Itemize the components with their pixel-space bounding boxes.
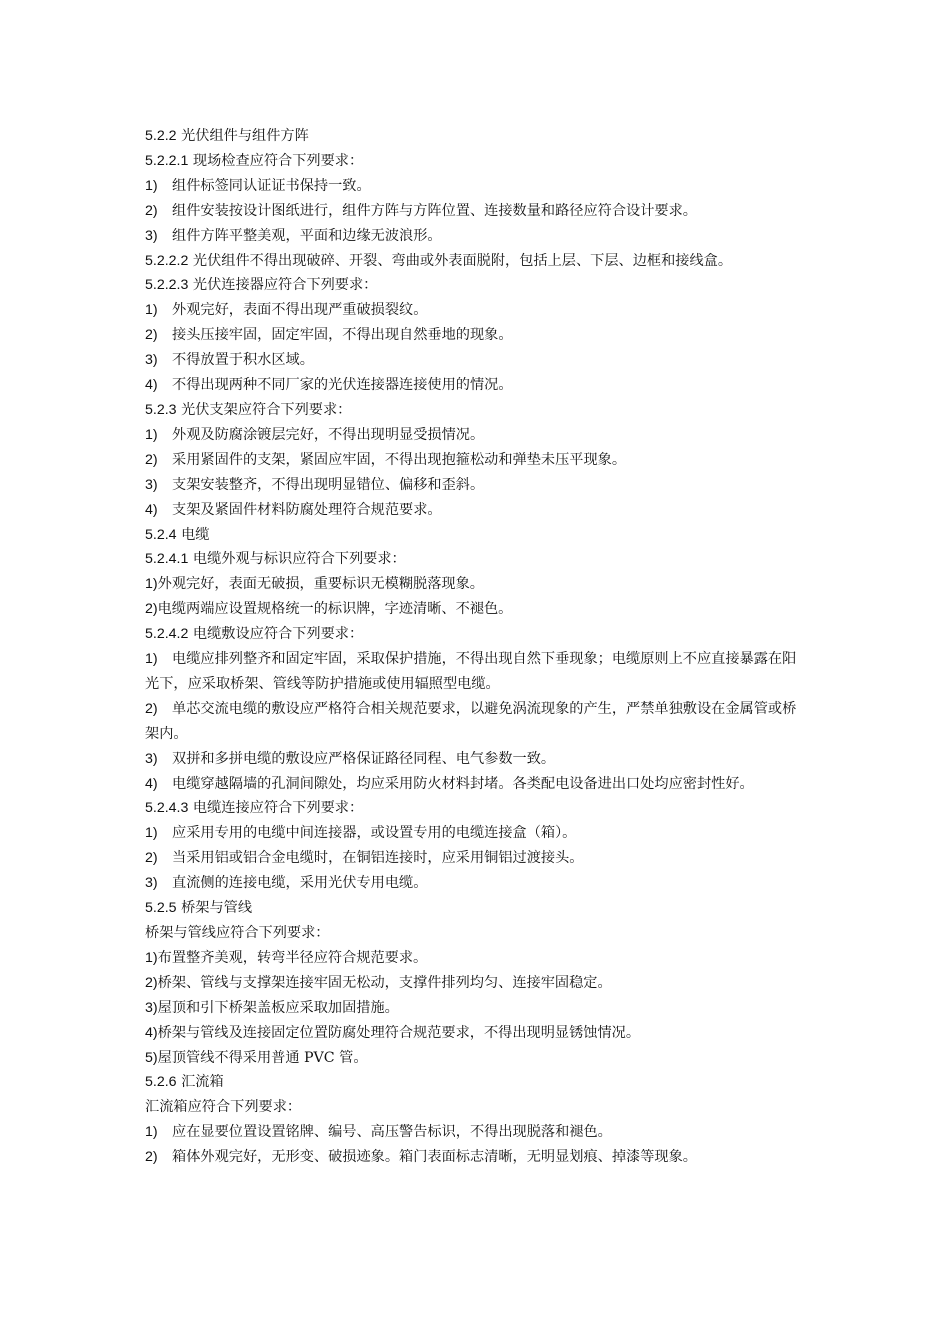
list-item xyxy=(145,373,810,398)
list-item xyxy=(145,1120,810,1145)
list-item-text: 外观完好，表面无破损，重要标识无模糊脱落现象。 xyxy=(157,576,484,593)
list-marker: 1) xyxy=(145,1124,158,1141)
section-title: 汇流箱 xyxy=(181,1074,224,1091)
list-marker: 2) xyxy=(145,202,158,219)
section-heading xyxy=(145,896,810,921)
section-title: 桥架与管线 xyxy=(181,900,253,917)
list-item-text: 当采用铝或铝合金电缆时，在铜铝连接时，应采用铜铝过渡接头。 xyxy=(172,850,584,867)
list-item xyxy=(145,996,810,1021)
section-heading xyxy=(145,547,810,572)
list-item-text: 不得放置于积水区域。 xyxy=(172,352,314,369)
list-item xyxy=(145,174,810,199)
list-marker: 3) xyxy=(145,999,158,1016)
list-item-text: 布置整齐美观，转弯半径应符合规范要求。 xyxy=(157,949,428,966)
document-page xyxy=(145,124,810,1170)
list-item xyxy=(145,846,810,871)
list-marker: 4) xyxy=(145,775,158,792)
list-item xyxy=(145,772,810,797)
list-marker: 2) xyxy=(145,451,158,468)
list-marker: 4) xyxy=(145,377,158,394)
list-item-text: 箱体外观完好，无形变、破损迹象。箱门表面标志清晰，无明显划痕、掉漆等现象。 xyxy=(172,1149,697,1166)
list-item-text: 外观完好，表面不得出现严重破损裂纹。 xyxy=(172,302,428,319)
section-number: 5.2.4 xyxy=(145,526,177,543)
list-item-text: 屋顶和引下桥架盖板应采取加固措施。 xyxy=(157,999,399,1016)
section-number: 5.2.6 xyxy=(145,1074,177,1091)
section-title: 电缆敷设应符合下列要求： xyxy=(192,626,364,643)
list-item-text: 采用紧固件的支架，紧固应牢固，不得出现抱箍松动和弹垫未压平现象。 xyxy=(172,451,627,468)
list-item-text: 电缆应排列整齐和固定牢固，采取保护措施，不得出现自然下垂现象；电缆原则上不应直接暴露在阳光下，应采取桥架、管线等防护措施或使用辐照型电缆。 xyxy=(145,651,797,692)
list-item-text: 电缆穿越隔墙的孔洞间隙处，均应采用防火材料封堵。各类配电设备进出口处均应密封性好。 xyxy=(172,775,754,792)
list-marker: 1) xyxy=(145,426,158,443)
list-item xyxy=(145,423,810,448)
list-item-text: 应在显要位置设置铭牌、编号、高压警告标识，不得出现脱落和褪色。 xyxy=(172,1124,612,1141)
list-marker: 3) xyxy=(145,476,158,493)
section-number: 5.2.2.2 xyxy=(145,252,189,269)
list-marker: 4) xyxy=(145,501,158,518)
list-marker: 2) xyxy=(145,327,158,344)
list-item-text: 电缆两端应设置规格统一的标识牌，字迹清晰、不褪色。 xyxy=(157,601,513,618)
list-item xyxy=(145,747,810,772)
list-marker: 1) xyxy=(145,302,158,319)
list-item xyxy=(145,498,810,523)
list-item xyxy=(145,473,810,498)
list-item xyxy=(145,871,810,896)
list-marker: 3) xyxy=(145,227,158,244)
list-item-text: 双拼和多拼电缆的敷设应严格保证路径同程、电气参数一致。 xyxy=(172,750,556,767)
list-marker: 3) xyxy=(145,875,158,892)
list-marker: 2) xyxy=(145,974,158,991)
list-item-text: 单芯交流电缆的敷设应严格符合相关规范要求，以避免涡流现象的产生，严禁单独敷设在金属管或桥架内。 xyxy=(145,700,797,742)
list-item xyxy=(145,597,810,622)
list-item-text: 桥架与管线及连接固定位置防腐处理符合规范要求，不得出现明显锈蚀情况。 xyxy=(157,1024,641,1041)
list-item-text: 直流侧的连接电缆，采用光伏专用电缆。 xyxy=(172,875,428,892)
list-marker: 1) xyxy=(145,825,158,842)
section-heading xyxy=(145,1070,810,1095)
section-title: 光伏组件与组件方阵 xyxy=(181,128,309,144)
list-marker: 2) xyxy=(145,1149,158,1166)
list-item-text: 接头压接牢固，固定牢固，不得出现自然垂地的现象。 xyxy=(172,327,513,344)
body-text: 汇流箱应符合下列要求： xyxy=(145,1099,302,1116)
list-item-text: 应采用专用的电缆中间连接器，或设置专用的电缆连接盒（箱）。 xyxy=(172,825,577,842)
section-heading xyxy=(145,273,810,298)
list-marker: 1) xyxy=(145,576,158,593)
section-title: 光伏组件不得出现破碎、开裂、弯曲或外表面脱附，包括上层、下层、边框和接线盒。 xyxy=(192,252,733,269)
list-item xyxy=(145,448,810,473)
list-marker: 2) xyxy=(145,850,158,867)
section-number: 5.2.4.1 xyxy=(145,551,189,568)
section-heading xyxy=(145,523,810,548)
list-item xyxy=(145,199,810,224)
section-heading xyxy=(145,249,810,274)
list-marker: 3) xyxy=(145,750,158,767)
list-item-text: 屋顶管线不得采用普通 PVC 管。 xyxy=(157,1049,368,1066)
list-marker: 2) xyxy=(145,700,158,717)
list-item-text: 组件标签同认证证书保持一致。 xyxy=(172,177,371,194)
list-item-text: 桥架、管线与支撑架连接牢固无松动，支撑件排列均匀、连接牢固稳定。 xyxy=(157,974,612,991)
section-title: 光伏支架应符合下列要求： xyxy=(181,401,352,418)
list-marker: 4) xyxy=(145,1024,158,1041)
list-marker: 1) xyxy=(145,177,158,194)
section-title: 光伏连接器应符合下列要求： xyxy=(192,277,378,294)
section-number: 5.2.3 xyxy=(145,401,177,418)
section-title: 电缆外观与标识应符合下列要求： xyxy=(192,551,406,568)
list-marker: 5) xyxy=(145,1049,158,1066)
list-item xyxy=(145,1145,810,1170)
list-marker: 1) xyxy=(145,651,158,668)
list-item-text: 不得出现两种不同厂家的光伏连接器连接使用的情况。 xyxy=(172,377,513,394)
section-heading xyxy=(145,622,810,647)
section-number: 5.2.4.3 xyxy=(145,800,189,817)
section-title: 现场检查应符合下列要求： xyxy=(192,152,364,169)
section-number: 5.2.5 xyxy=(145,900,177,917)
list-item-text: 支架及紧固件材料防腐处理符合规范要求。 xyxy=(172,501,442,518)
list-item-text: 组件方阵平整美观，平面和边缘无波浪形。 xyxy=(172,227,442,244)
list-item xyxy=(145,697,810,747)
section-number: 5.2.2.3 xyxy=(145,277,189,294)
list-item xyxy=(145,224,810,249)
section-heading xyxy=(145,124,810,149)
section-heading xyxy=(145,398,810,423)
list-item xyxy=(145,1046,810,1071)
list-marker: 3) xyxy=(145,352,158,369)
section-heading xyxy=(145,149,810,174)
section-number: 5.2.4.2 xyxy=(145,626,189,643)
section-heading xyxy=(145,796,810,821)
section-title: 电缆 xyxy=(181,526,210,543)
section-number: 5.2.2 xyxy=(145,128,177,144)
list-item xyxy=(145,1021,810,1046)
list-marker: 2) xyxy=(145,601,158,618)
list-item xyxy=(145,971,810,996)
list-item xyxy=(145,298,810,323)
section-title: 电缆连接应符合下列要求： xyxy=(192,800,364,817)
list-item xyxy=(145,348,810,373)
list-item-text: 支架安装整齐，不得出现明显错位、偏移和歪斜。 xyxy=(172,476,485,493)
list-marker: 1) xyxy=(145,949,158,966)
body-text: 桥架与管线应符合下列要求： xyxy=(145,925,330,941)
list-item xyxy=(145,821,810,846)
list-item xyxy=(145,572,810,597)
list-item-text: 外观及防腐涂镀层完好，不得出现明显受损情况。 xyxy=(172,426,485,443)
list-item xyxy=(145,647,810,697)
list-item xyxy=(145,946,810,971)
list-item xyxy=(145,323,810,348)
section-number: 5.2.2.1 xyxy=(145,152,189,169)
list-item-text: 组件安装按设计图纸进行，组件方阵与方阵位置、连接数量和路径应符合设计要求。 xyxy=(172,202,697,219)
